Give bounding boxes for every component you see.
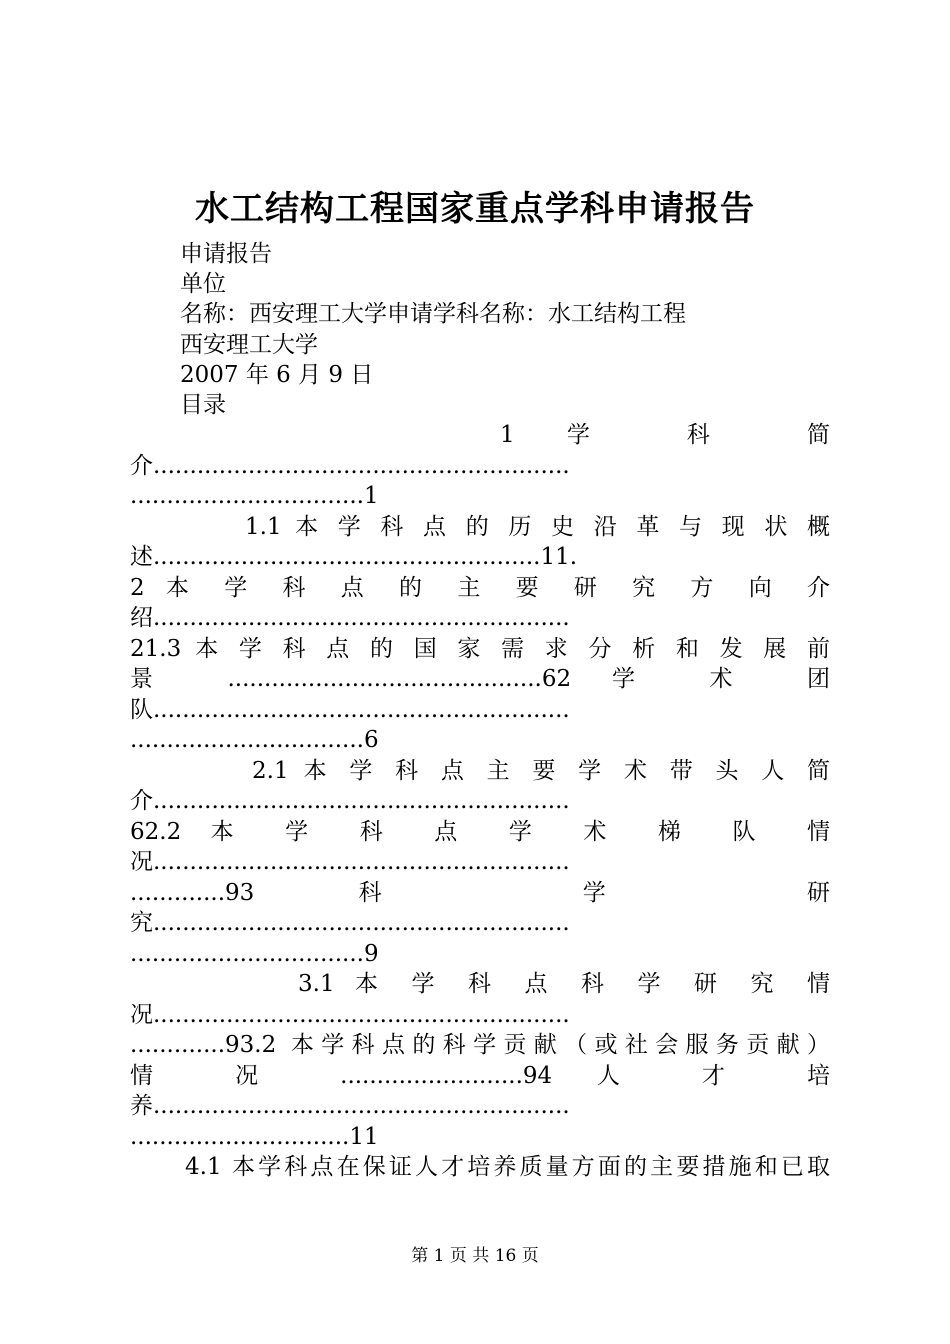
toc-line: ..............................11	[130, 1123, 379, 1150]
toc-line: ................................1	[130, 483, 379, 509]
toc-line: 况.........................................................	[130, 849, 570, 875]
table-of-contents	[130, 420, 830, 1183]
subtitle-report: 申请报告	[180, 241, 272, 267]
document-title: 水工结构工程国家重点学科申请报告	[195, 189, 755, 229]
unit-label: 单位	[180, 271, 226, 297]
toc-line: 2 本 学 科 点 的 主 要 研 究 方 向 介	[130, 574, 830, 601]
toc-line: 养.........................................................	[130, 1093, 570, 1119]
toc-line: 介.........................................................	[130, 452, 570, 479]
toc-line: 介.........................................................	[130, 788, 570, 814]
toc-line: 情 况 .........................94 人 才 培	[130, 1062, 830, 1089]
toc-line: 1.1 本 学 科 点 的 历 史 沿 革 与 现 状 概	[245, 513, 830, 540]
date-line: 2007 年 6 月 9 日	[180, 362, 374, 388]
toc-line: 21.3 本 学 科 点 的 国 家 需 求 分 析 和 发 展 前	[130, 635, 830, 662]
toc-line: 究.........................................................	[130, 910, 570, 936]
toc-line: .............93.2 本学科点的科学贡献（或社会服务贡献）	[130, 1032, 830, 1058]
toc-line: 2.1 本 学 科 点 主 要 学 术 带 头 人 简	[252, 757, 830, 784]
toc-line: 况.........................................................	[130, 1001, 570, 1028]
page-footer: 第 1 页 共 16 页	[411, 1246, 539, 1266]
toc-line: 队.........................................................	[130, 696, 570, 723]
toc-line: 3.1 本 学 科 点 科 学 研 究 情	[298, 971, 830, 997]
toc-line: 绍.........................................................	[130, 605, 570, 631]
toc-line: 62.2 本 学 科 点 学 术 梯 队 情	[130, 818, 830, 845]
toc-line: 4.1 本学科点在保证人才培养质量方面的主要措施和已取	[185, 1154, 830, 1180]
university-line: 西安理工大学	[180, 332, 318, 358]
toc-heading: 目录	[180, 392, 226, 418]
toc-line: ................................9	[130, 940, 379, 967]
toc-line: .............93 科 学 研	[130, 879, 830, 906]
name-line: 名称：西安理工大学申请学科名称：水工结构工程	[180, 301, 686, 327]
toc-line: 景 ...........................................62 学 术 团	[130, 666, 830, 692]
toc-line: ................................6	[130, 727, 379, 753]
toc-line: 述.....................................................11.	[130, 544, 578, 570]
toc-line: 1 学 科 简	[500, 422, 830, 448]
